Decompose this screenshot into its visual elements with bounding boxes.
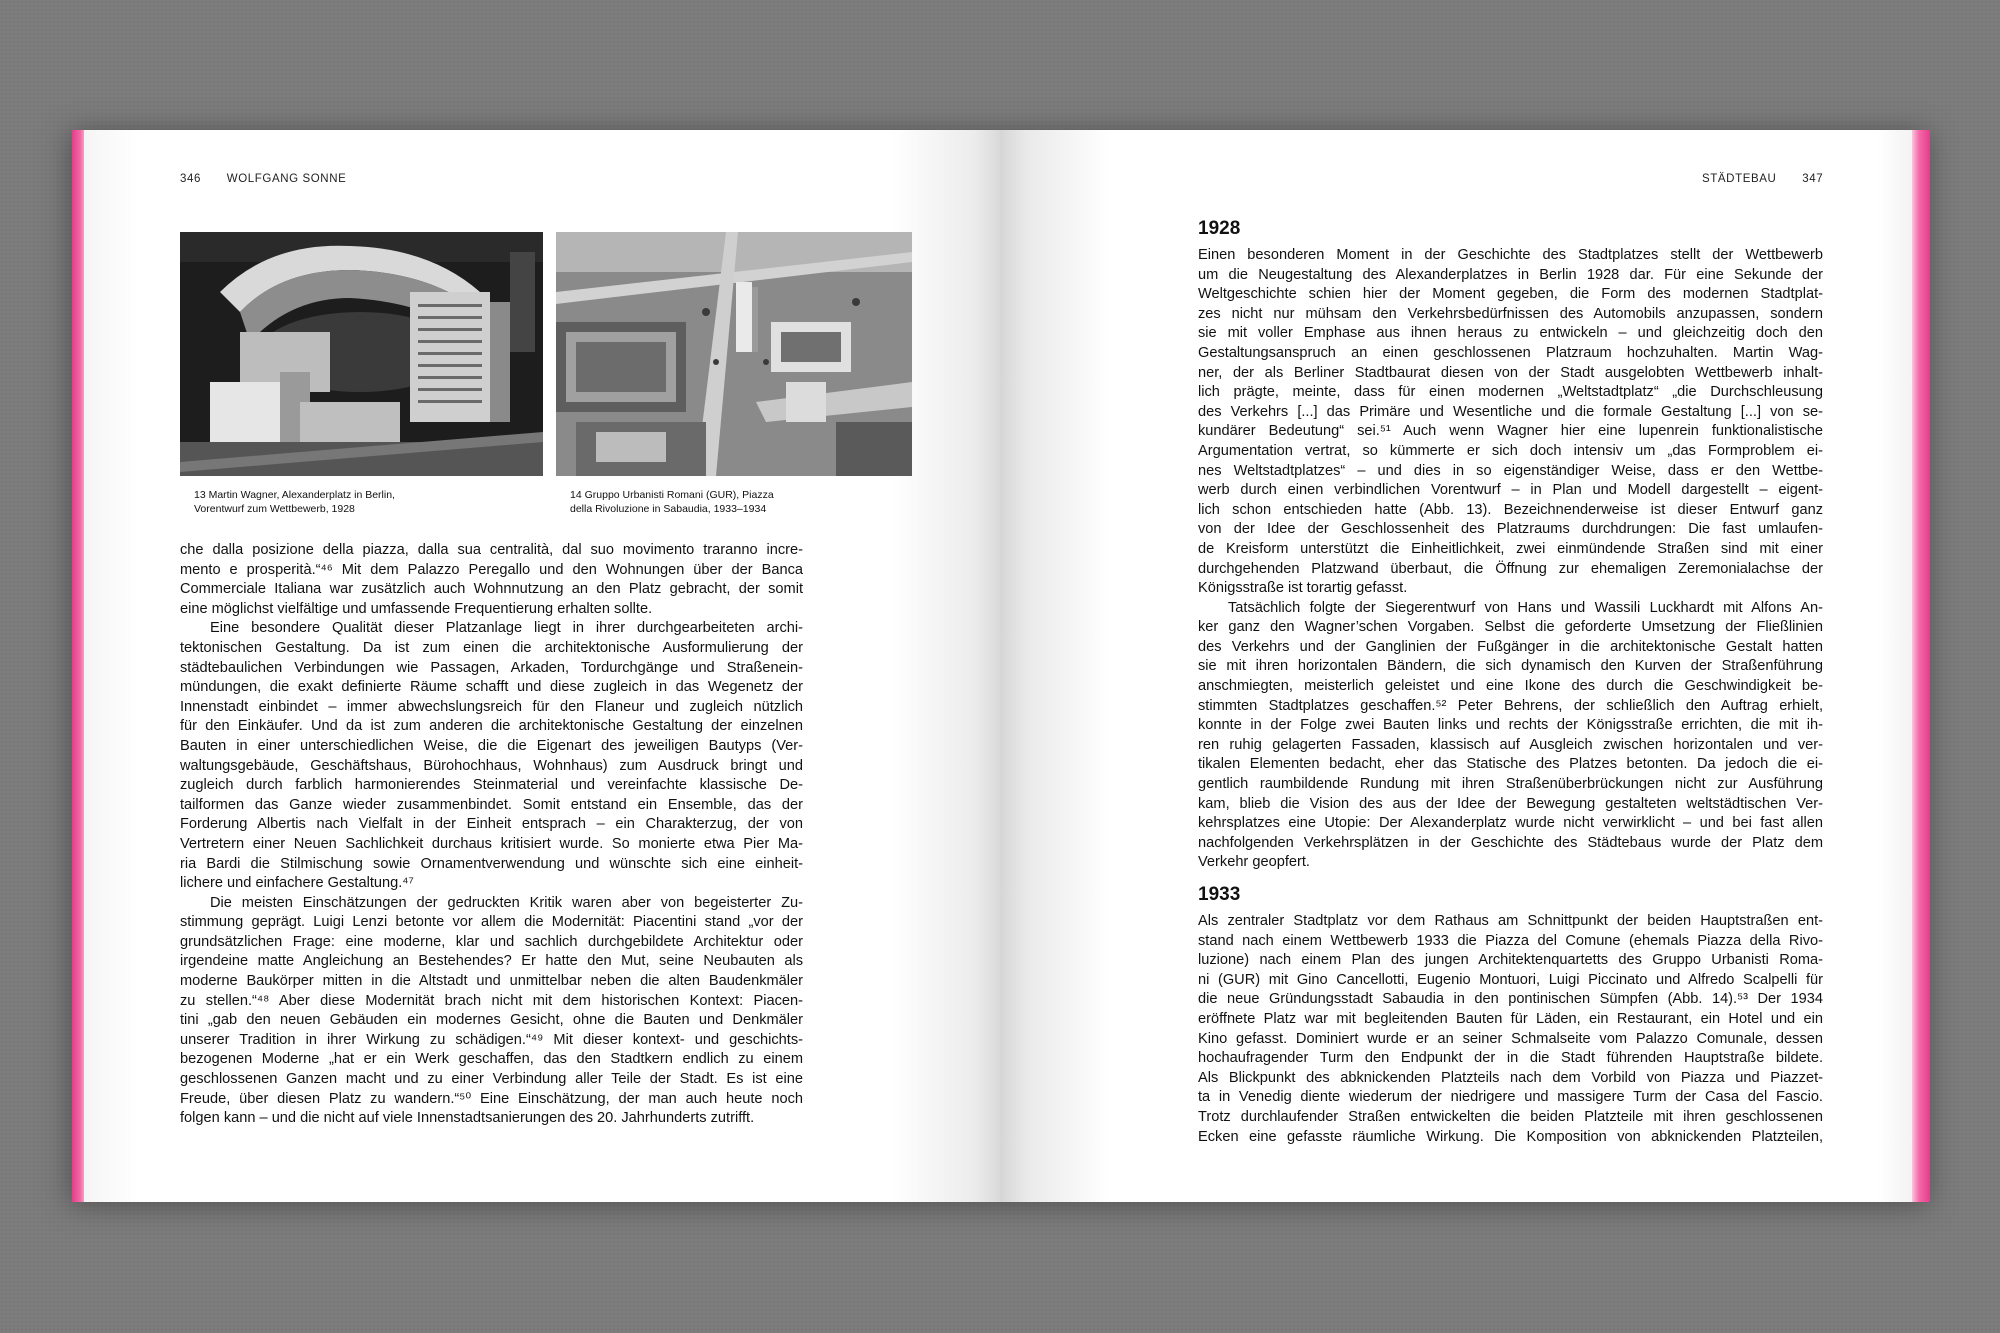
text-line: irgendeine matte Angleichung an Bestehendes? Er hatte den Mut, seine Neubauten als: [180, 953, 803, 970]
text-line: ren ruhig gelagerten Fassaden, klassisch auf Ausgleich zwischen horizontalen und ver-: [1198, 736, 1823, 753]
text-line: nes Weltstadtplatzes“ – und dies in so eigenständiger Weise, dass er den Wettbe-: [1198, 462, 1823, 479]
section-1933-text: [1198, 912, 1823, 1147]
text-line: zu stellen.“⁴⁸ Aber diese Modernität brach nicht mit dem historischen Kontext: Piacen-: [180, 992, 803, 1009]
text-line: des Verkehrs [...] das Primäre und Wesentliche und die formale Gestaltung [...] von se-: [1198, 403, 1823, 420]
text-line: von der Idee der Geschlossenheit des Platzraums durchdrungen: Die fast umlaufen-: [1198, 521, 1823, 538]
text-line: grundsätzlichen Frage: eine moderne, klar und sachlich durchgebildete Architektur oder: [180, 933, 803, 950]
text-line: Argumentation vertrat, so kümmerte er sich doch intensiv um „das Formproblem ei-: [1198, 442, 1823, 459]
text-line: ker ganz den Wagner’schen Vorgaben. Selbst die geforderte Umsetzung der Fließlinien: [1198, 619, 1823, 636]
text-line: stimmung geprägt. Luigi Lenzi betonte vor allem die Modernität: Piacentini stand „vor der: [180, 914, 803, 931]
text-line: lich schon entschieden hatte (Abb. 13). Bezeichnenderweise ist dieser Entwurf ganz: [1198, 501, 1823, 518]
text-line: zugleich durch farblich harmonierendes Steinmaterial und vereinfachte klassische De-: [180, 777, 803, 794]
section-1928-text: [1198, 246, 1823, 873]
text-line: ria Bardi die Stilmischung sowie Ornamentverwendung und wünschte sich eine einheit-: [180, 855, 803, 872]
text-line: eine möglichst vielfältige und umfassende Frequentierung erhalten sollte.: [180, 600, 653, 617]
text-line: gentlich raumbildende Rundung mit ihren Straßenüberbrückungen nicht zur Ausführung: [1198, 776, 1823, 793]
right-running-head: [1702, 173, 1823, 185]
text-line: unserer Tradition in ihrer Wirkung zu schädigen.“⁴⁹ Mit dieser kontext- und geschichts-: [180, 1031, 803, 1048]
text-line: sie mit ihren horizontalen Bändern, die sich dynamisch den Kurven der Straßenführung: [1198, 658, 1823, 675]
text-line: Freude, über diesen Platz zu wandern.“⁵⁰ Eine Einschätzung, der man auch heute noch: [180, 1090, 803, 1107]
section-heading-1928: 1928: [1198, 218, 1241, 239]
text-line: durchgehenden Platzwand überbaut, die Öffnung zur ehemaligen Zeremonialachse der: [1198, 560, 1823, 577]
text-line: tikalen Elementen bedacht, eher das Statische des Platzes betonten. Da jedoch die ei-: [1198, 756, 1823, 773]
text-line: folgen kann – und die nicht auf viele Innenstadtsanierungen des 20. Jahrhunderts zutrifft.: [180, 1110, 755, 1127]
text-line: Verkehr geopfert.: [1198, 854, 1310, 871]
caption-line: 14 Gruppo Urbanisti Romani (GUR), Piazza: [570, 489, 774, 501]
text-line: Trotz durchlaufender Straßen entwickelten die beiden Platzteile mit ihren geschlossenen: [1198, 1108, 1823, 1125]
text-line: Forderung Albertis nach Vielfalt in der Einheit entsprach – ein Charakterzug, der von: [180, 816, 803, 833]
caption-line: 13 Martin Wagner, Alexanderplatz in Berlin,: [194, 489, 395, 501]
text-line: konnte in der Folge zwei Bauten links und rechts der Königsstraße errichten, die mit ih-: [1198, 717, 1823, 734]
text-line: Einen besonderen Moment in der Geschichte des Stadtplatzes stellt der Wettbewerb: [1198, 247, 1823, 263]
text-line: hochaufragender Turm den Endpunkt der in die Stadt führenden Hauptstraße bildete.: [1198, 1050, 1823, 1067]
text-line: nachfolgenden Verkehrsplätzen in der Geschichte des Städtebaus wurde der Platz dem: [1198, 834, 1823, 851]
caption-line: della Rivoluzione in Sabaudia, 1933–1934: [570, 503, 767, 515]
text-line: Königsstraße ist torartig gefasst.: [1198, 580, 1408, 597]
text-line: anschmiegten, meisterlich geleistet und eine Ikone des durch die Geschwindigkeit be-: [1198, 678, 1823, 695]
text-line: zes nicht nur mühsam den Verkehrsbedürfnissen des Automobils anzupassen, sondern: [1198, 305, 1823, 322]
section-title: STÄDTEBAU: [1702, 173, 1777, 185]
figure-13-image: [180, 232, 543, 476]
text-line: Commerciale Italiana war zusätzlich auch Wohnnutzung an den Platz gebracht, der somit: [180, 581, 803, 598]
text-line: bezogenen Moderne „hat er ein Werk geschaffen, das den Stadtkern endlich zu einem: [180, 1051, 803, 1068]
figure-14-image: [556, 232, 912, 476]
right-page-number: 347: [1802, 173, 1824, 185]
text-line: Ecken eine gefasste räumliche Wirkung. Die Komposition von abknickenden Platzteilen,: [1198, 1128, 1823, 1145]
left-running-head: [180, 173, 346, 185]
text-line: die neue Gründungsstadt Sabaudia in den pontinischen Sümpfen (Abb. 14).⁵³ Der 1934: [1198, 991, 1823, 1008]
text-line: ner, der als Berliner Stadtbaurat diesen von der Stadt ausgelobten Wettbewerb inhalt-: [1198, 364, 1823, 381]
text-line: kundärer Bedeutung“ sei.⁵¹ Auch wenn Wagner hier eine lupenrein funktionalistische: [1198, 423, 1823, 440]
left-page-number: 346: [180, 173, 201, 185]
text-line: Als zentraler Stadtplatz vor dem Rathaus am Schnittpunkt der beiden Hauptstraßen ent-: [1198, 913, 1823, 929]
text-line: sie mit voller Emphase aus ihnen heraus zu entwickeln – und gleichzeitig doch den: [1198, 325, 1823, 342]
figure-13-caption: [194, 488, 395, 516]
text-line: Tatsächlich folgte der Siegerentwurf von Hans und Wassili Luckhardt mit Alfons An-: [1228, 599, 1823, 616]
text-line: stimmten Stadtplatzes geschaffen.⁵² Peter Behrens, der schließlich den Auftrag erhielt,: [1198, 697, 1823, 714]
right-page-edge: [1912, 130, 1930, 1202]
text-line: waltungsgebäude, Geschäftshaus, Bürohochhaus, Wohnhaus) zum Ausdruck bringt und: [180, 757, 803, 774]
text-line: lich prägte, meinte, dass für einen modernen „Weltstadtplatz“ „die Durchschleusung: [1198, 384, 1823, 401]
text-line: lichere und einfachere Gestaltung.⁴⁷: [180, 875, 414, 892]
text-line: für den Einkäufer. Und da ist zum anderen die architektonische Gestaltung der einzelnen: [180, 718, 803, 735]
text-line: kam, blieb die Vision des aus der Idee der Bewegung gestalteten weltstädtischen Ver-: [1198, 795, 1823, 812]
text-line: kehrsplatzes eine Utopie: Der Alexanderplatz wurde nicht verwirklicht – und bei fast allen: [1198, 815, 1823, 832]
caption-line: Vorentwurf zum Wettbewerb, 1928: [194, 503, 355, 515]
text-line: che dalla posizione della piazza, dalla sua centralità, dal suo movimento traranno incre-: [180, 542, 803, 558]
text-line: tini „gab den neuen Gebäuden ein modernes Gesicht, ohne die Bauten und Denkmäler: [180, 1012, 803, 1029]
text-line: geschlossenen Ganzen macht und zu einer Verbindung aller Teile der Stadt. Es ist eine: [180, 1071, 803, 1088]
author-name: WOLFGANG SONNE: [226, 173, 347, 185]
text-line: Als Blickpunkt des abknickenden Platzteils nach dem Vorbild von Piazza und Piazzet-: [1198, 1069, 1823, 1086]
text-line: um die Neugestaltung des Alexanderplatzes in Berlin 1928 dar. Für eine Sekunde der: [1198, 266, 1823, 283]
text-line: städtebaulichen Verbindungen wie Passagen, Arkaden, Tordurchgänge und Straßenein-: [180, 659, 803, 676]
text-line: Die meisten Einschätzungen der gedruckten Kritik waren aber von begeisterter Zu-: [210, 894, 803, 911]
text-line: mento e prosperità.“⁴⁶ Mit dem Palazzo Peregallo und den Wohnungen über der Banca: [180, 561, 803, 578]
text-line: tektonischen Gestaltung. Da ist zum einen die architektonische Ausformulierung der: [180, 639, 803, 656]
text-line: des Verkehrs und der Ganglinien der Fußgänger in die architektonische Gestalt hatten: [1198, 638, 1823, 655]
text-line: luzione) nach einem Plan des jungen Architektenquartetts des Gruppo Urbanisti Roma-: [1198, 952, 1823, 969]
text-line: Weltgeschichte schien hier der Moment gegeben, die Form des modernen Stadtplat-: [1198, 286, 1823, 303]
text-line: Bauten in einer unterschiedlichen Weise, die die Eigenart des jeweiligen Bautyps (Ver-: [180, 737, 803, 754]
text-line: ni (GUR) mit Gino Cancellotti, Eugenio Montuori, Luigi Piccinato und Alfredo Scalpelli für: [1198, 971, 1823, 988]
text-line: Innenstadt einbindet – immer abwechslungsreich für den Flaneur und zugleich nützlich: [180, 698, 803, 715]
left-body-text: [180, 541, 803, 1129]
text-line: de Kreisform unterstützt die Einheitlichkeit, zwei einmündende Straßen sind mit einer: [1198, 540, 1823, 557]
section-heading-1933: 1933: [1198, 884, 1241, 905]
text-line: Eine besondere Qualität dieser Platzanlage liegt in ihrer durchgearbeiteten archi-: [210, 620, 803, 637]
text-line: werb durch einen verbindlichen Vorentwurf – in Plan und Modell dargestellt – eigent-: [1198, 482, 1823, 499]
text-line: eröffnete Platz war mit begleitenden Bauten für Läden, ein Restaurant, ein Hotel und ein: [1198, 1010, 1823, 1027]
text-line: Kino gefasst. Dominiert wurde er an seiner Schmalseite vom Palazzo Comunale, dessen: [1198, 1030, 1823, 1047]
text-line: moderne Baukörper mitten in die Altstadt und unmittelbar neben die alten Baudenkmäler: [180, 973, 803, 990]
text-line: tailformen das Ganze wieder zusammenbindet. Somit entstand ein Ensemble, das der: [180, 796, 803, 813]
text-line: stand nach einem Wettbewerb 1933 die Piazza del Comune (ehemals Piazza della Rivo-: [1198, 932, 1823, 949]
text-line: Vertretern einer Neuen Sachlichkeit durchaus kritisiert wurde. So monierte etwa Pier Ma-: [180, 835, 803, 852]
text-line: mündungen, die exakt definierte Räume schafft und diese zugleich in das Wegenetz der: [180, 679, 803, 696]
figure-14-caption: [570, 488, 774, 516]
text-line: ta in Venedig diente wiederum der niedrigere und massigere Turm der Casa del Fascio.: [1198, 1089, 1823, 1106]
text-line: Gestaltungsanspruch an einen geschlossenen Platzraum hochzuhalten. Martin Wag-: [1198, 344, 1823, 361]
